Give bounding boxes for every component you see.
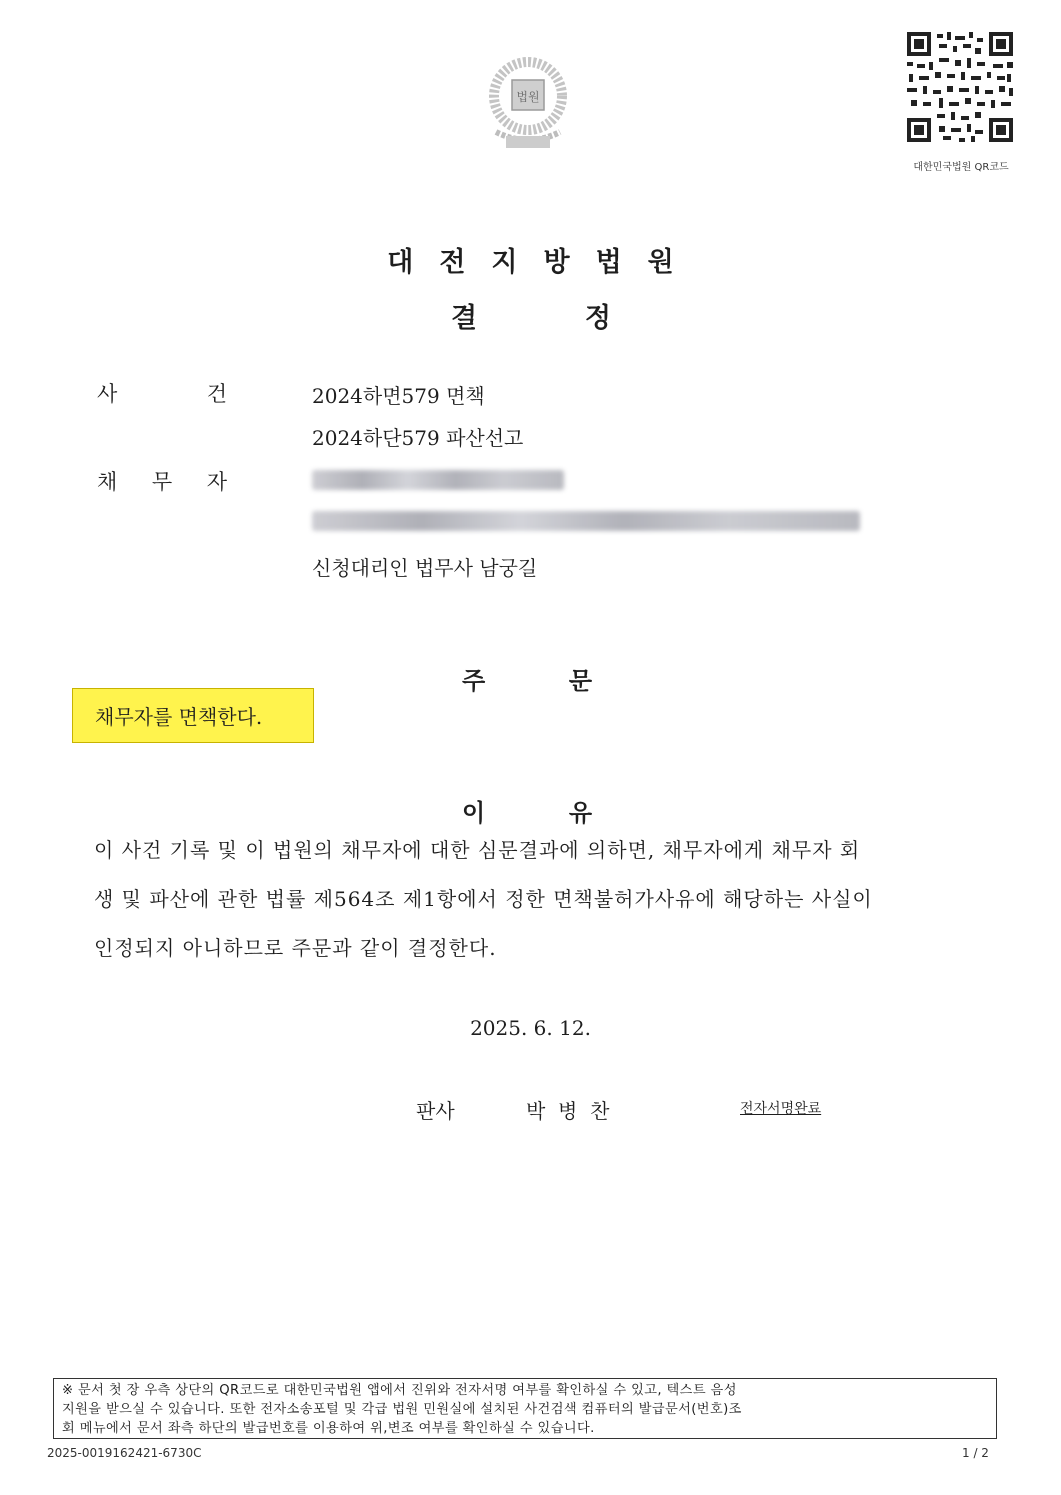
order-heading: [462, 661, 592, 696]
redacted-debtor-name: [312, 470, 564, 490]
reason-line: 인정되지 아니하므로 주문과 같이 결정한다.: [94, 936, 497, 960]
label-char: 자: [206, 470, 227, 494]
case-label: [97, 378, 227, 408]
judge-title: 판사: [416, 1099, 455, 1123]
qr-caption: 대한민국법원 QR코드: [913, 162, 1009, 173]
qr-code-icon[interactable]: [903, 28, 1017, 146]
label-char: 건: [206, 382, 227, 406]
emblem-text: 법원: [516, 90, 540, 104]
heading-char: 유: [568, 799, 592, 827]
document-type-title: [451, 296, 611, 335]
verification-notice: [53, 1378, 997, 1439]
doc-type-char: 결: [451, 303, 478, 334]
doc-type-char: 정: [584, 303, 611, 334]
heading-char: 주: [462, 667, 486, 695]
reason-line: 이 사건 기록 및 이 법원의 채무자에 대한 심문결과에 의하면, 채무자에게 채무자 회: [94, 838, 861, 862]
heading-char: 이: [462, 799, 486, 827]
redacted-debtor-address: [312, 511, 860, 531]
applicant-agent: 신청대리인 법무사 남궁길: [312, 556, 538, 580]
notice-line: 회 메뉴에서 문서 좌측 하단의 발급번호를 이용하여 위,변조 여부를 확인하실 수 있습니다.: [62, 1421, 595, 1436]
issue-number: 2025-0019162421-6730C: [47, 1446, 202, 1460]
judge-name: 박 병 찬: [526, 1099, 610, 1123]
court-name: 대전지방법원: [387, 247, 700, 278]
reason-body: [94, 826, 960, 973]
page-number: 1 / 2: [962, 1446, 989, 1460]
heading-char: 문: [568, 667, 592, 695]
reason-heading: [462, 793, 592, 828]
debtor-label: [97, 466, 227, 496]
case-number-line: 2024하면579 면책: [312, 384, 485, 408]
reason-line: 생 및 파산에 관한 법률 제564조 제1항에서 정한 면책불허가사유에 해당하는 사실이: [94, 887, 873, 911]
electronic-signature: 전자서명완료: [740, 1101, 822, 1117]
case-number-line: 2024하단579 파산선고: [312, 426, 524, 450]
decision-date: 2025. 6. 12.: [470, 1016, 591, 1040]
label-char: 채: [97, 470, 118, 494]
order-text: 채무자를 면책한다.: [95, 705, 263, 729]
label-char: 사: [97, 382, 118, 406]
notice-line: ※ 문서 첫 장 우측 상단의 QR코드로 대한민국법원 앱에서 진위와 전자서명 여부를 확인하실 수 있고, 텍스트 음성: [62, 1383, 737, 1398]
order-text-highlight: [72, 688, 314, 743]
label-char: 무: [151, 470, 173, 494]
notice-line: 지원을 받으실 수 있습니다. 또한 전자소송포털 및 각급 법원 민원실에 설치된 사건검색 컴퓨터의 발급문서(번호)조: [62, 1402, 742, 1417]
court-emblem-icon: [476, 52, 580, 154]
